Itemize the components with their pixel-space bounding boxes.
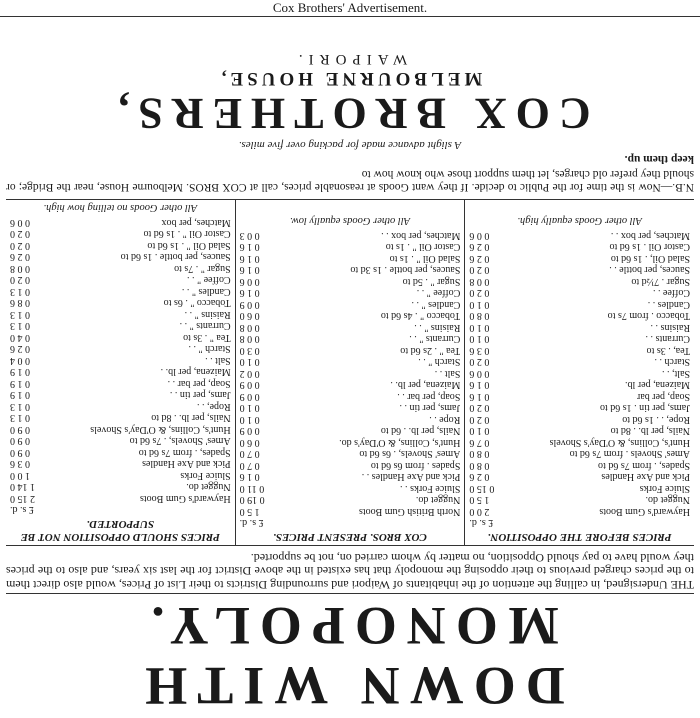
- item-name: Nails, per lb. . 8d to: [151, 412, 231, 424]
- price-row: [240, 230, 461, 242]
- item-price: 0 3 6: [469, 345, 490, 356]
- item-price: 0 1 6: [239, 253, 260, 264]
- item-name: Salad Oil " . 1s 6d to: [147, 240, 231, 251]
- price-rows: [469, 230, 690, 518]
- item-name: Sugar " . 7s to: [174, 263, 231, 274]
- price-row: [240, 310, 461, 322]
- item-price: 0 0 3: [239, 230, 260, 241]
- price-row: [10, 274, 231, 286]
- item-name: Tobacco " . 6s to: [163, 297, 231, 309]
- packing-note: A slight advance made for packing over five miles.: [238, 139, 462, 151]
- item-price: 0 3 6: [9, 458, 30, 470]
- price-row: [469, 287, 690, 299]
- item-name: Jams, per tin . .: [169, 389, 231, 401]
- item-name: Nugget do.: [415, 494, 461, 506]
- item-name: Castor Oil " . 1s 6d to: [143, 228, 231, 240]
- price-row: [469, 368, 690, 380]
- item-price: 0 1 6: [239, 264, 260, 276]
- item-price: 0 1 6: [239, 471, 260, 483]
- item-name: Hunt's, Collins, & O'Day's Shovels: [549, 437, 690, 448]
- price-row: [10, 435, 231, 447]
- item-price: 0 4 0: [9, 332, 30, 343]
- item-price: 0 1 0: [469, 322, 490, 333]
- item-price: 0 9 0: [9, 424, 30, 435]
- item-price: 0 9 0: [9, 447, 30, 458]
- item-name: Nugget do.: [645, 494, 690, 506]
- item-price: 0 3 0: [239, 345, 260, 356]
- price-row: [10, 309, 231, 321]
- item-price: 0 1 3: [9, 309, 30, 320]
- item-name: Nails, per lb. . 8d to: [610, 425, 690, 437]
- item-price: 0 0 9: [239, 299, 260, 310]
- item-name: Rope, . .: [197, 401, 231, 412]
- item-name: Hayward's Gum Boots: [139, 493, 231, 504]
- item-price: 0 1 0: [239, 356, 260, 368]
- item-price: 0 9 0: [9, 435, 30, 447]
- item-name: Sluice Forks: [180, 470, 231, 481]
- price-row: [10, 493, 231, 505]
- item-name: Spades, . from 7s 6d to: [598, 460, 690, 471]
- price-row: [10, 251, 231, 263]
- item-name: Spades . from 6s 6d to: [370, 460, 461, 471]
- item-name: Tea, . 3s to: [646, 345, 690, 356]
- item-name: Tobacco " . 4s 6d to: [380, 310, 461, 322]
- item-price: 0 6 0: [239, 310, 260, 322]
- item-price: 0 1 0: [239, 402, 260, 414]
- item-name: Hayward's Gum Boots: [599, 506, 690, 517]
- item-name: Jams, per tin . 1s 6d to: [600, 402, 690, 414]
- item-price: 0 1 9: [9, 366, 30, 378]
- price-row: [240, 356, 461, 368]
- item-price: 0 0 2: [239, 368, 260, 379]
- item-name: North British Gum Boots: [358, 506, 461, 517]
- item-price: 2 15 0: [9, 493, 35, 504]
- item-price: 0 0 4: [9, 355, 30, 366]
- price-row: [469, 264, 690, 276]
- item-price: 0 8 0: [469, 310, 490, 322]
- item-price: 0 1 0: [469, 425, 490, 437]
- divider: [6, 593, 694, 594]
- price-row: [240, 483, 461, 495]
- item-name: Candles . .: [647, 299, 690, 310]
- price-columns: [6, 199, 694, 547]
- item-name: Matches, per box: [161, 217, 231, 228]
- item-price: 0 1 3: [9, 412, 30, 424]
- price-row: [10, 355, 231, 367]
- price-column: [6, 200, 236, 546]
- price-row: [10, 424, 231, 436]
- advertisement-page: [0, 17, 700, 718]
- item-price: 0 0 8: [239, 322, 260, 333]
- item-name: Raisins " . .: [414, 322, 461, 333]
- price-rows: [10, 217, 231, 505]
- price-row: [10, 389, 231, 401]
- item-price: 0 0 9: [239, 391, 260, 402]
- item-name: Soap, per bar: [636, 391, 690, 402]
- header-title: Cox Brothers' Advertisement.: [272, 0, 428, 15]
- item-name: Pick and Axe Handles . .: [361, 471, 461, 483]
- price-row: [240, 460, 461, 472]
- item-name: Castor Oil . 1s 6d to: [609, 241, 690, 253]
- price-row: [10, 228, 231, 240]
- item-price: 0 0 8: [469, 276, 490, 287]
- price-row: [10, 366, 231, 378]
- item-name: Currants " . .: [409, 333, 461, 345]
- price-row: [469, 471, 690, 483]
- item-name: Candles " . .: [181, 286, 231, 297]
- price-row: [469, 425, 690, 437]
- price-row: [10, 470, 231, 482]
- town-name: WAIPORI.: [292, 51, 408, 67]
- item-name: Maizena, per lb. .: [160, 366, 231, 378]
- price-row: [10, 458, 231, 470]
- price-row: [469, 391, 690, 403]
- price-row: [10, 286, 231, 298]
- price-row: [240, 333, 461, 345]
- item-price: 0 0 6: [469, 368, 490, 379]
- item-price: 0 0 8: [9, 263, 30, 274]
- item-price: 0 2 6: [469, 253, 490, 264]
- price-row: [240, 448, 461, 460]
- item-price: 0 15 0: [469, 483, 495, 494]
- price-row: [10, 297, 231, 309]
- item-price: 0 1 9: [9, 389, 30, 401]
- item-name: Sugar . 7½d to: [631, 276, 690, 287]
- firm-name: COX BROTHERS,: [109, 89, 591, 138]
- item-name: Sauces, per bottle . .: [609, 264, 690, 276]
- item-price: 0 2 0: [9, 274, 30, 286]
- price-row: [240, 506, 461, 518]
- nb-closing: keep them up.: [624, 153, 694, 165]
- price-row: [469, 241, 690, 253]
- price-row: [240, 379, 461, 391]
- price-row: [469, 483, 690, 495]
- price-column: [236, 200, 466, 546]
- item-price: 0 1 0: [469, 333, 490, 345]
- price-row: [10, 320, 231, 332]
- item-price: 0 2 6: [469, 241, 490, 253]
- item-name: Hunt's, Collins, & O'Day's do.: [339, 437, 461, 448]
- item-price: 0 2 6: [9, 343, 30, 355]
- price-row: [240, 276, 461, 288]
- column-heading: PRICES SHOULD OPPOSITION NOT BE SUPPORTED.: [20, 518, 220, 544]
- item-price: 0 1 6: [239, 287, 260, 299]
- item-price: 0 6 0: [239, 437, 260, 448]
- item-name: Sugar " . 5d to: [402, 276, 461, 287]
- nb-paragraph: N.B.—Now is the time for the Public to decide. If they want Goods at reasonable prices, call at COX BROS. Melbourne House, near the Bridge; or should they prefer old charges, let them support those who know how to: [6, 168, 694, 193]
- item-name: Ames' Shovels, . 6s 6d to: [359, 448, 461, 460]
- currency-unit: £ s. d.: [469, 517, 494, 529]
- item-name: Pick and Axe Handles: [142, 458, 231, 470]
- item-name: Salad Oil, . 1s 6d to: [610, 253, 690, 264]
- item-name: Sauces, per bottle . 1s 3d to: [350, 264, 461, 276]
- price-row: [469, 414, 690, 426]
- item-price: 1 0 0: [9, 470, 30, 481]
- item-name: Soap, per bar . .: [397, 391, 461, 402]
- column-heading: COX BROS. PRESENT PRICES.: [273, 531, 427, 544]
- price-row: [10, 447, 231, 459]
- item-price: 1 14 0: [9, 481, 35, 493]
- price-row: [469, 253, 690, 265]
- item-price: 0 1 9: [9, 378, 30, 389]
- item-name: Spades, . from 7s 6d to: [138, 447, 231, 458]
- price-row: [469, 379, 690, 391]
- price-row: [10, 343, 231, 355]
- price-row: [240, 253, 461, 265]
- item-name: Castor Oil " . 1s to: [385, 241, 461, 253]
- price-row: [469, 494, 690, 506]
- price-row: [469, 460, 690, 472]
- item-name: Currants " . .: [179, 320, 231, 332]
- item-price: 0 7 0: [239, 448, 260, 460]
- price-row: [10, 217, 231, 229]
- price-row: [469, 345, 690, 357]
- item-name: Sluice Forks . .: [400, 483, 461, 494]
- item-name: Nugget do.: [186, 481, 231, 493]
- item-name: Ames' Shovels, . 7s 6d to: [129, 435, 231, 447]
- item-name: Maizena, per lb.: [625, 379, 690, 391]
- item-price: 0 8 6: [9, 297, 30, 309]
- item-name: Pick and Axe Handles: [601, 471, 690, 483]
- advertisement-body: [6, 50, 694, 716]
- item-price: 0 1 3: [9, 320, 30, 332]
- price-row: [469, 322, 690, 334]
- price-column: [465, 200, 694, 546]
- item-name: Currants . .: [645, 333, 690, 345]
- item-price: 0 7 0: [239, 460, 260, 471]
- item-name: Maizena, per lb. .: [390, 379, 461, 391]
- price-rows: [240, 230, 461, 518]
- item-name: Starch " . .: [188, 343, 231, 355]
- item-name: Tobacco . from 7s to: [607, 310, 690, 322]
- price-row: [240, 368, 461, 380]
- item-name: Coffee " . .: [416, 287, 461, 299]
- item-price: 0 2 0: [469, 287, 490, 299]
- price-row: [240, 425, 461, 437]
- currency-unit: £ s. d.: [239, 517, 264, 529]
- price-row: [240, 264, 461, 276]
- item-name: Candles " . .: [411, 299, 461, 310]
- item-name: Hunt's, Collins, & O'Day's Shovels: [90, 424, 231, 435]
- item-name: Tea " . 2s 6d to: [400, 345, 461, 356]
- item-price: 0 2 0: [469, 414, 490, 425]
- item-price: 0 1 3: [9, 401, 30, 412]
- item-name: Sluice Forks: [639, 483, 690, 494]
- item-name: Coffee . .: [652, 287, 690, 299]
- item-name: Ames' Shovels . from 7s 6d to: [569, 448, 690, 460]
- price-row: [469, 299, 690, 311]
- item-name: Raisins . .: [650, 322, 690, 333]
- item-price: 0 0 6: [239, 276, 260, 287]
- item-price: 0 19 0: [239, 494, 265, 506]
- item-price: 1 5 0: [469, 494, 490, 506]
- column-footer: All other Goods no telling how high.: [43, 202, 198, 214]
- item-name: Matches, per box . .: [610, 230, 690, 241]
- price-row: [10, 481, 231, 493]
- item-price: 0 2 6: [9, 251, 30, 263]
- currency-unit: £ s. d.: [9, 504, 34, 516]
- price-row: [469, 310, 690, 322]
- item-name: Nails, per lb. . 6d to: [380, 425, 461, 437]
- item-name: Starch " . .: [418, 356, 461, 368]
- item-name: Salt . .: [434, 368, 461, 379]
- price-row: [240, 345, 461, 357]
- price-row: [469, 448, 690, 460]
- price-row: [10, 263, 231, 275]
- page-header: [0, 0, 700, 17]
- price-row: [10, 401, 231, 413]
- item-price: 0 7 6: [469, 437, 490, 448]
- price-row: [469, 356, 690, 368]
- price-row: [10, 332, 231, 344]
- item-price: 0 1 6: [469, 391, 490, 402]
- price-row: [10, 378, 231, 390]
- item-price: 0 1 0: [239, 414, 260, 425]
- price-row: [10, 240, 231, 252]
- item-name: Tea " . 3s to: [183, 332, 231, 343]
- item-price: 0 2 0: [9, 228, 30, 240]
- price-row: [469, 402, 690, 414]
- price-row: [240, 287, 461, 299]
- item-price: 0 2 6: [469, 471, 490, 483]
- item-price: 0 0 8: [239, 333, 260, 345]
- item-price: 0 1 3: [9, 286, 30, 297]
- item-price: 0 2 0: [9, 240, 30, 251]
- item-price: 1 5 0: [239, 506, 260, 517]
- item-name: Salt . .: [205, 355, 231, 366]
- item-name: Salad Oil " . 1s to: [389, 253, 461, 264]
- item-price: 0 0 9: [239, 379, 260, 391]
- item-price: 0 8 0: [469, 448, 490, 460]
- column-footer: All other Goods equally low.: [289, 215, 411, 227]
- item-name: Salt, . .: [661, 368, 690, 379]
- price-row: [469, 506, 690, 518]
- intro-paragraph: THE Undersigned, in calling the attention of the inhabitants of Waipori and surrounding Districts to their List of Prices, would also direct them to the prices charged previous to their opposing the monopoly that has existed in the above District for the last six years, and also to the prices they would have to pay should Opposition, no matter by whom carried on, not be supported.: [6, 551, 694, 592]
- headline: DOWN WITH MONOPOLY.: [135, 596, 565, 716]
- item-name: Sauces, per bottle . 1s 6d to: [120, 251, 231, 263]
- price-row: [240, 322, 461, 334]
- price-row: [469, 276, 690, 288]
- item-name: Rope . .: [429, 414, 461, 425]
- item-price: 0 1 6: [469, 379, 490, 391]
- price-row: [240, 494, 461, 506]
- price-row: [240, 471, 461, 483]
- item-name: Jams, per tin . .: [399, 402, 461, 414]
- item-price: 0 0 9: [239, 425, 260, 437]
- price-row: [10, 412, 231, 424]
- item-price: 0 2 0: [469, 356, 490, 368]
- price-row: [469, 333, 690, 345]
- price-row: [240, 299, 461, 311]
- item-name: Coffee " . .: [187, 274, 231, 286]
- price-row: [469, 230, 690, 242]
- price-row: [469, 437, 690, 449]
- item-price: 0 0 6: [469, 230, 490, 241]
- column-footer: All other Goods equally high.: [517, 215, 642, 227]
- item-name: Matches, per box . .: [381, 230, 461, 241]
- item-price: 0 1 0: [469, 299, 490, 310]
- item-price: 0 11 0: [239, 483, 265, 494]
- item-price: 0 1 6: [239, 241, 260, 253]
- item-name: Rope, . . 1s 6d to: [622, 414, 690, 425]
- item-price: 2 0 0: [469, 506, 490, 517]
- item-price: 0 0 6: [9, 217, 30, 228]
- house-name: MELBOURNE HOUSE,: [217, 68, 483, 89]
- price-row: [240, 391, 461, 403]
- item-price: 0 8 0: [469, 460, 490, 471]
- item-price: 0 2 0: [469, 402, 490, 414]
- price-row: [240, 414, 461, 426]
- item-name: Raisins " . .: [184, 309, 231, 320]
- item-price: 0 2 0: [469, 264, 490, 276]
- price-row: [240, 241, 461, 253]
- price-row: [240, 437, 461, 449]
- price-row: [240, 402, 461, 414]
- item-name: Starch . .: [654, 356, 690, 368]
- column-heading: PRICES BEFORE THE OPPOSITION.: [487, 531, 672, 544]
- item-name: Soap, per bar . .: [167, 378, 231, 389]
